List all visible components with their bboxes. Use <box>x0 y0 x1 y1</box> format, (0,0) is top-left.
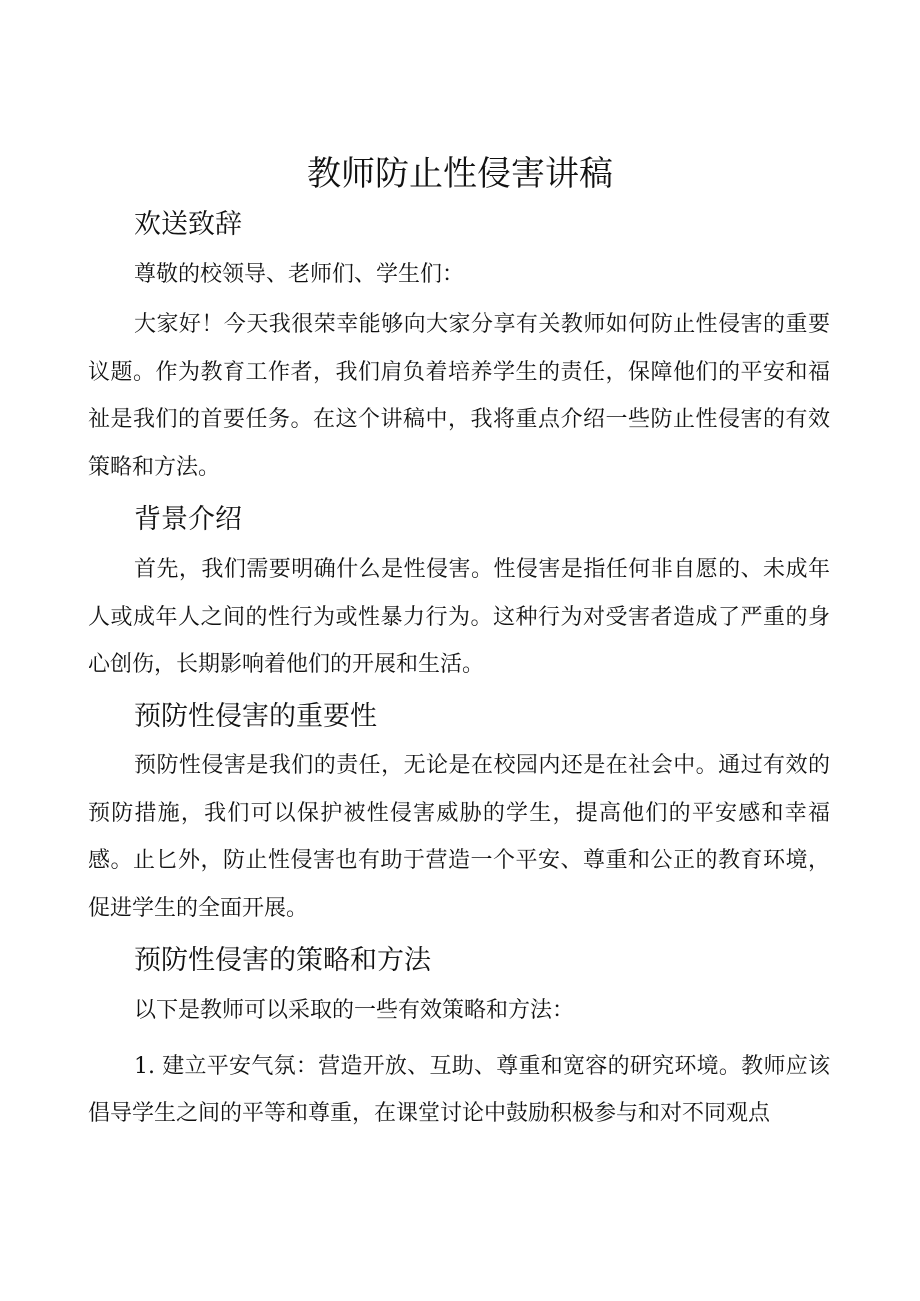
section-heading-importance: 预防性侵害的重要性 <box>134 701 377 732</box>
page-title: 教师防止性侵害讲稿 <box>307 154 613 194</box>
paragraph-strategy-1: 1. 建立平安气氛：营造开放、互助、尊重和宽容的研究环境。教师应该倡导学生之间的平等和尊重，在课堂讨论中鼓励积极参与和对不同观点 <box>88 1054 830 1126</box>
paragraph-opening: 大家好！今天我很荣幸能够向大家分享有关教师如何防止性侵害的重要议题。作为教育工作者，我们肩负着培养学生的责任，保障他们的平安和福祉是我们的首要任务。在这个讲稿中，我将重点介绍一些防止性侵害的有效策略和方法。 <box>88 312 830 480</box>
paragraph-background: 首先，我们需要明确什么是性侵害。性侵害是指任何非自愿的、未成年人或成年人之间的性行为或性暴力行为。这种行为对受害者造成了严重的身心创伤，长期影响着他们的开展和生活。 <box>88 557 830 677</box>
paragraph-importance: 预防性侵害是我们的责任，无论是在校园内还是在社会中。通过有效的预防措施，我们可以保护被性侵害威胁的学生，提高他们的平安感和幸福感。止匕外，防止性侵害也有助于营造一个平安、尊重和公正的教育环境，促进学生的全面开展。 <box>88 753 830 921</box>
paragraph-strategies-intro: 以下是教师可以采取的一些有效策略和方法： <box>134 998 575 1023</box>
section-heading-welcome: 欢送致辞 <box>134 209 242 240</box>
section-heading-strategies: 预防性侵害的策略和方法 <box>134 945 431 976</box>
section-heading-background: 背景介绍 <box>134 504 242 535</box>
paragraph-salutation: 尊敬的校领导、老师们、学生们： <box>134 262 465 287</box>
